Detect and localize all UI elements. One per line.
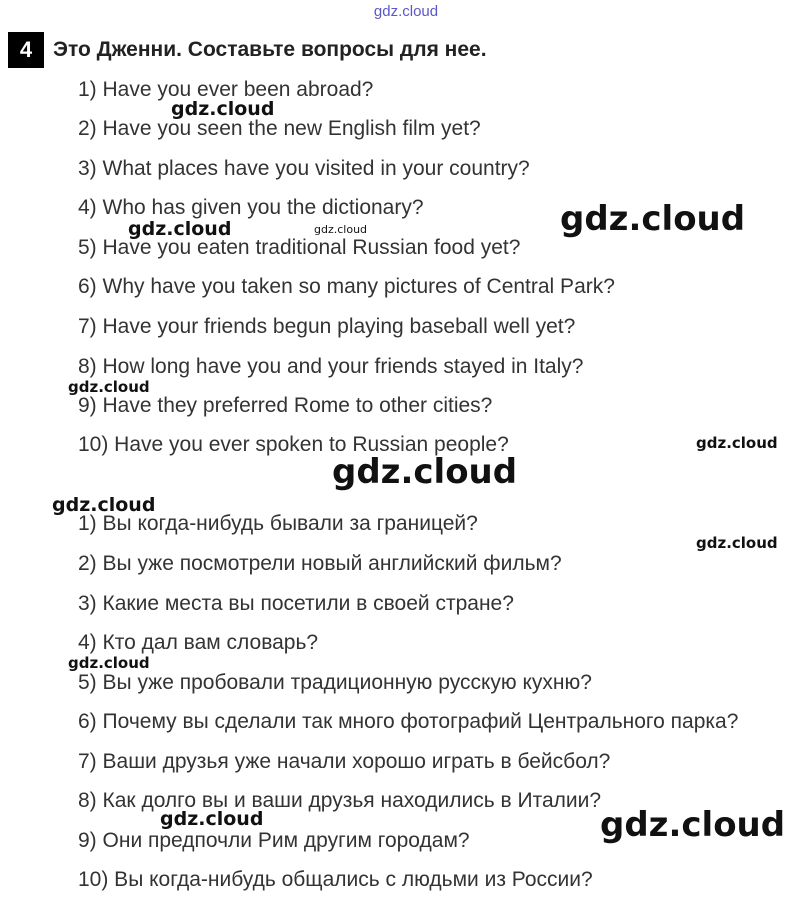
russian-question: 8) Как долго вы и ваши друзья находились в Италии? [78,789,602,812]
watermark: gdz.cloud [332,452,518,492]
watermark: gdz.cloud [52,494,156,516]
english-question: 10) Have you ever spoken to Russian people? [78,433,509,456]
english-question: 6) Why have you taken so many pictures of Central Park? [78,275,615,298]
english-question: 8) How long have you and your friends stayed in Italy? [78,355,584,378]
russian-question: 4) Кто дал вам словарь? [78,631,319,654]
watermark: gdz.cloud [600,805,786,845]
english-question: 1) Have you ever been abroad? [78,78,374,101]
english-question: 9) Have they preferred Rome to other cities? [78,394,493,417]
watermark: gdz.cloud [560,199,746,239]
site-watermark-top: gdz.cloud [373,3,439,20]
watermark: gdz.cloud [160,808,264,830]
watermark: gdz.cloud [314,223,368,236]
russian-question: 2) Вы уже посмотрели новый английский фильм? [78,552,562,575]
russian-question: 6) Почему вы сделали так много фотографий Центрального парка? [78,710,739,733]
russian-question: 1) Вы когда-нибудь бывали за границей? [78,512,478,535]
watermark: gdz.cloud [696,534,778,552]
watermark: gdz.cloud [68,654,150,672]
task-title: Это Дженни. Составьте вопросы для нее. [53,38,487,61]
russian-question: 9) Они предпочли Рим другим городам? [78,829,470,852]
english-question: 4) Who has given you the dictionary? [78,196,424,219]
english-question: 3) What places have you visited in your country? [78,157,530,180]
russian-question: 5) Вы уже пробовали традиционную русскую кухню? [78,671,592,694]
watermark: gdz.cloud [696,434,778,452]
task-number-badge: 4 [8,32,44,68]
task-header [8,32,487,68]
english-question: 5) Have you eaten traditional Russian food yet? [78,236,521,259]
english-question: 7) Have your friends begun playing baseball well yet? [78,315,576,338]
watermark: gdz.cloud [128,218,232,240]
watermark: gdz.cloud [68,378,150,396]
russian-question: 3) Какие места вы посетили в своей стране? [78,592,514,615]
watermark: gdz.cloud [171,98,275,120]
english-question: 2) Have you seen the new English film yet? [78,117,481,140]
russian-question: 10) Вы когда-нибудь общались с людьми из России? [78,868,593,891]
russian-question: 7) Ваши друзья уже начали хорошо играть в бейсбол? [78,750,611,773]
